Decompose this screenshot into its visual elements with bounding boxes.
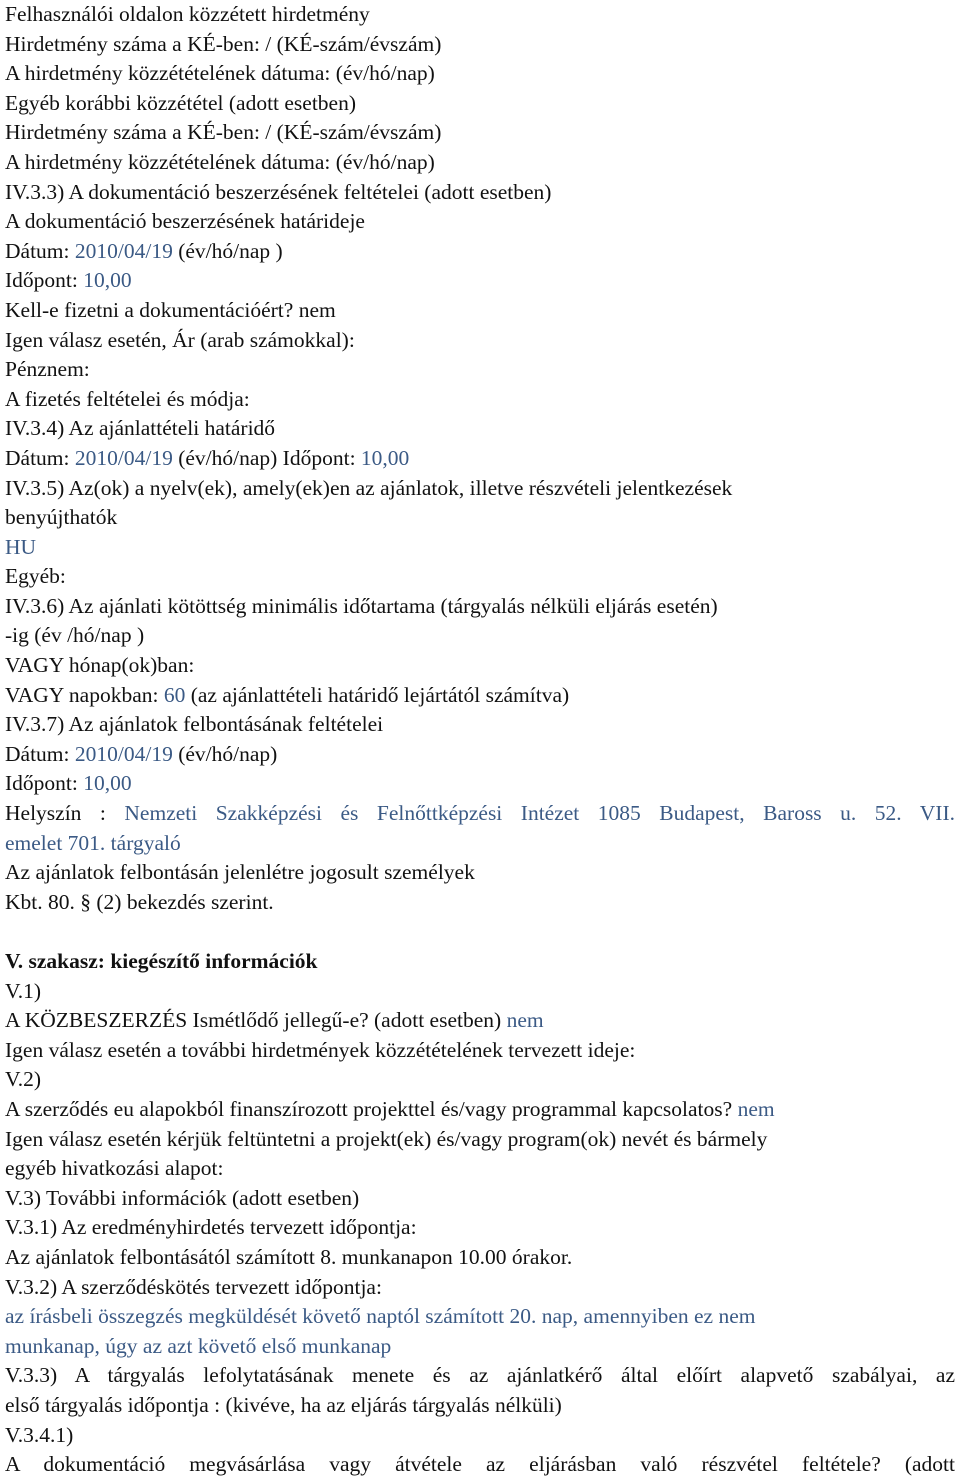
text-line — [5, 651, 955, 681]
text-line — [5, 769, 955, 799]
field-value: munkanap, úgy az azt követő első munkanap — [5, 1333, 392, 1358]
field-label: Igen válasz esetén, Ár (arab számokkal): — [5, 327, 355, 352]
field-label: Időpont: — [5, 268, 84, 293]
field-label: V.3) További információk (adott esetben) — [5, 1185, 360, 1210]
field-label: VAGY hónap(ok)ban: — [5, 653, 195, 678]
text-line — [5, 1450, 955, 1480]
text-line — [5, 1391, 955, 1421]
text-line — [5, 710, 955, 740]
text-line — [5, 977, 955, 1007]
field-label: Helyszín : — [5, 801, 125, 826]
field-value: nem — [506, 1008, 544, 1033]
field-label: egyéb hivatkozási alapot: — [5, 1156, 224, 1181]
text-line — [5, 385, 955, 415]
text-line — [5, 592, 955, 622]
document-page — [5, 0, 955, 1480]
field-label: Az ajánlatok felbontásától számított 8. munkanapon 10.00 órakor. — [5, 1244, 573, 1269]
text-line — [5, 1154, 955, 1184]
field-label: V. szakasz: kiegészítő információk — [5, 949, 318, 973]
field-label: A dokumentáció megvásárlása vagy átvétele az eljárásban való részvétel feltétele? (adott — [5, 1452, 955, 1477]
field-label: Igen válasz esetén a további hirdetmények közzétételének tervezett ideje: — [5, 1037, 636, 1062]
text-line — [5, 1213, 955, 1243]
field-label: Dátum: — [5, 741, 75, 766]
field-label: A dokumentáció beszerzésének határideje — [5, 209, 365, 234]
text-line — [5, 178, 955, 208]
field-value: 60 — [163, 682, 186, 707]
field-label: Dátum: — [5, 445, 75, 470]
field-label: első tárgyalás időpontja : (kivéve, ha az eljárás tárgyalás nélküli) — [5, 1392, 562, 1417]
text-line — [5, 59, 955, 89]
text-line — [5, 1243, 955, 1273]
text-line — [5, 740, 955, 770]
field-label: Egyéb: — [5, 564, 66, 589]
text-line — [5, 207, 955, 237]
text-line — [5, 1125, 955, 1155]
field-label: Időpont: — [5, 771, 84, 796]
field-value: 10,00 — [83, 771, 132, 796]
field-label: Pénznem: — [5, 357, 90, 382]
text-line — [5, 326, 955, 356]
text-line — [5, 444, 955, 474]
text-line — [5, 799, 955, 829]
field-label: benyújthatók — [5, 505, 118, 530]
text-line — [5, 474, 955, 504]
field-label: IV.3.7) Az ajánlatok felbontásának feltételei — [5, 712, 384, 737]
text-line — [5, 266, 955, 296]
field-label: (az ajánlattételi határidő lejártától számítva) — [185, 682, 570, 707]
field-label: IV.3.4) Az ajánlattételi határidő — [5, 416, 276, 441]
field-label: V.1) — [5, 978, 42, 1003]
field-label: V.2) — [5, 1067, 42, 1092]
field-label: Kell-e fizetni a dokumentációért? nem — [5, 297, 336, 322]
text-line — [5, 533, 955, 563]
text-line — [5, 1332, 955, 1362]
field-label: (év/hó/nap) Időpont: — [172, 445, 361, 470]
field-label: Kbt. 80. § (2) bekezdés szerint. — [5, 889, 274, 914]
field-label: Igen válasz esetén kérjük feltüntetni a projekt(ek) és/vagy program(ok) nevét és bármely — [5, 1126, 768, 1151]
field-label: (év/hó/nap) — [172, 741, 278, 766]
text-line — [5, 858, 955, 888]
field-label: Dátum: — [5, 238, 75, 263]
field-value: emelet 701. tárgyaló — [5, 830, 181, 855]
text-line — [5, 89, 955, 119]
field-label: Hirdetmény száma a KÉ-ben: / (KÉ-szám/évszám) — [5, 120, 442, 145]
text-line — [5, 621, 955, 651]
text-line — [5, 118, 955, 148]
field-value: 2010/04/19 — [74, 741, 173, 766]
text-line — [5, 1095, 955, 1125]
field-value: HU — [5, 534, 37, 559]
spacer — [5, 917, 955, 947]
text-line — [5, 148, 955, 178]
text-line — [5, 1006, 955, 1036]
text-line — [5, 829, 955, 859]
text-line — [5, 1036, 955, 1066]
field-label: A KÖZBESZERZÉS Ismétlődő jellegű-e? (adott esetben) — [5, 1008, 507, 1033]
field-label: Felhasználói oldalon közzétett hirdetmény — [5, 2, 370, 26]
field-label: V.3.3) A tárgyalás lefolytatásának menete és az ajánlatkérő által előírt alapvető szabályai, az — [5, 1363, 955, 1388]
text-line — [5, 1302, 955, 1332]
field-label: IV.3.3) A dokumentáció beszerzésének feltételei (adott esetben) — [5, 179, 552, 204]
field-label: A szerződés eu alapokból finanszírozott projekttel és/vagy programmal kapcsolatos? — [5, 1096, 738, 1121]
field-value: 10,00 — [360, 445, 410, 470]
field-label: Hirdetmény száma a KÉ-ben: / (KÉ-szám/évszám) — [5, 31, 442, 56]
field-label: A fizetés feltételei és módja: — [5, 386, 250, 411]
text-line — [5, 681, 955, 711]
text-line — [5, 355, 955, 385]
field-value: Nemzeti Szakképzési és Felnőttképzési Intézet 1085 Budapest, Baross u. 52. VII. — [124, 801, 955, 826]
field-value: nem — [737, 1096, 775, 1121]
section-heading — [5, 947, 955, 977]
field-label: IV.3.6) Az ajánlati kötöttség minimális időtartama (tárgyalás nélküli eljárás esetén) — [5, 593, 718, 618]
field-label: VAGY napokban: — [5, 682, 164, 707]
field-label: V.3.2) A szerződéskötés tervezett időpontja: — [5, 1274, 382, 1299]
field-label: -ig (év /hó/nap ) — [5, 623, 145, 648]
text-line — [5, 1361, 955, 1391]
field-value: 2010/04/19 — [74, 238, 173, 263]
field-label: Az ajánlatok felbontásán jelenlétre jogosult személyek — [5, 860, 475, 885]
field-value: az írásbeli összegzés megküldését követő naptól számított 20. nap, amennyiben ez nem — [5, 1304, 756, 1329]
field-value: 2010/04/19 — [74, 445, 173, 470]
text-line — [5, 1184, 955, 1214]
text-line — [5, 296, 955, 326]
text-line — [5, 888, 955, 918]
field-label: Egyéb korábbi közzététel (adott esetben) — [5, 90, 357, 115]
text-line — [5, 30, 955, 60]
field-label: A hirdetmény közzétételének dátuma: (év/hó/nap) — [5, 61, 435, 86]
text-line — [5, 237, 955, 267]
text-line — [5, 1273, 955, 1303]
field-label: (év/hó/nap ) — [172, 238, 283, 263]
text-line — [5, 1065, 955, 1095]
text-line — [5, 1421, 955, 1451]
text-line — [5, 562, 955, 592]
text-line — [5, 414, 955, 444]
field-label: IV.3.5) Az(ok) a nyelv(ek), amely(ek)en az ajánlatok, illetve részvételi jelentkezések — [5, 475, 733, 500]
field-label: V.3.1) Az eredményhirdetés tervezett időpontja: — [5, 1215, 417, 1240]
text-line — [5, 503, 955, 533]
field-label: A hirdetmény közzétételének dátuma: (év/hó/nap) — [5, 149, 435, 174]
field-label: V.3.4.1) — [5, 1422, 74, 1447]
text-line — [5, 0, 955, 30]
field-value: 10,00 — [83, 268, 132, 293]
